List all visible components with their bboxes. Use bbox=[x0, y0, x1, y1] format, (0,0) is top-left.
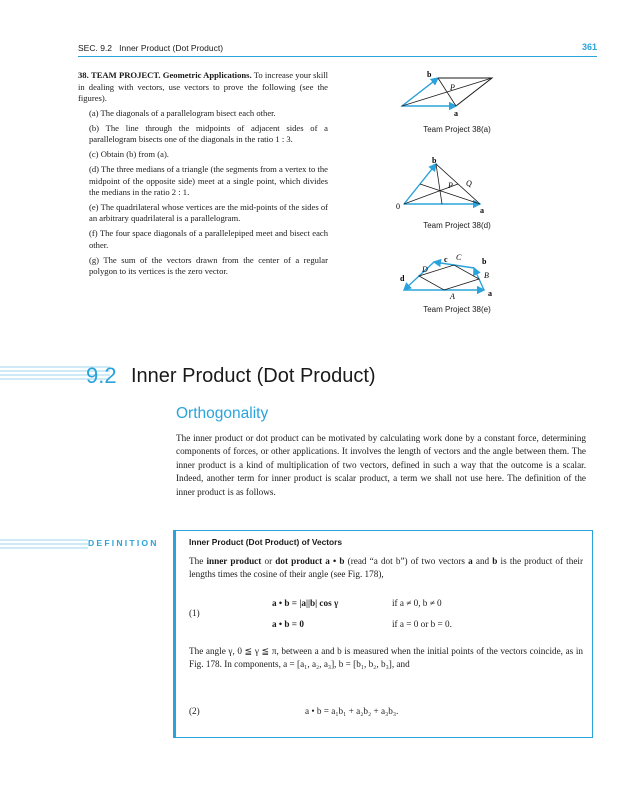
def-text-run: or bbox=[261, 556, 276, 566]
project-item bbox=[78, 108, 328, 120]
label-zero: 0 bbox=[396, 202, 400, 211]
def-text-run: (read “a dot b”) of two vectors bbox=[344, 556, 469, 566]
item-text: Obtain (b) from (a). bbox=[100, 149, 169, 160]
definition-paragraph-2: The angle γ, 0 ≦ γ ≦ π, between a and b is measured when the initial points of the vectors coincide, as in Fig. 178. In components, a = [a₁, a₂, a₃], b = [b₁, b₂, b₃], and bbox=[189, 646, 583, 670]
page-number: 361 bbox=[581, 42, 597, 52]
item-label: (d) bbox=[89, 163, 100, 174]
intro-paragraph: The inner product or dot product can be motivated by calculating work done by a constant force, determining components of forces, or other applications. It involves the length of vectors and the angle between them. The inner product is a kind of multiplication of two vectors, defined in such a way that the outcome is a scalar. Indeed, another term for inner product is scalar product, a term we shall not use here. The definition of the inner product is as follows. bbox=[176, 433, 586, 497]
label-C: C bbox=[456, 253, 462, 262]
project-item bbox=[78, 149, 328, 161]
item-label: (a) bbox=[89, 107, 99, 118]
caption-38d: Team Project 38(d) bbox=[423, 221, 491, 230]
label-p: P bbox=[450, 83, 455, 92]
project-number: 38. bbox=[78, 70, 89, 80]
equation-1-line-2: a • b = 0 bbox=[272, 619, 304, 629]
median-3 bbox=[436, 164, 442, 204]
figure-38a bbox=[392, 68, 502, 120]
item-text: The three medians of a triangle (the segments from a vertex to the midpoint of the opposite side) meet at a single point, which divides the medians in the ratio 2 : 1. bbox=[89, 163, 328, 198]
running-header bbox=[78, 43, 223, 53]
item-text: The quadrilateral whose vertices are the mid-points of the sides of an arbitrary quadrilateral is a parallelogram. bbox=[89, 201, 329, 224]
def-text-run: is the product of their lengths times the cosine of their angle (see Fig. 178), bbox=[189, 556, 584, 580]
label-a: a bbox=[480, 206, 484, 215]
def-text-run: and bbox=[472, 556, 493, 566]
equation-1-number: (1) bbox=[189, 608, 200, 618]
term-inner-product: inner product bbox=[206, 556, 262, 566]
def-text-run: The bbox=[189, 556, 207, 566]
definition-label: DEFINITION bbox=[88, 538, 159, 548]
figure-38e bbox=[392, 250, 507, 300]
figure-38d bbox=[392, 156, 502, 216]
label-b: b bbox=[432, 156, 437, 165]
item-text: The diagonals of a parallelogram bisect each other. bbox=[100, 107, 276, 118]
item-label: (f) bbox=[89, 228, 98, 239]
item-text: The line through the midpoints of adjacent sides of a parallelogram bisects one of the diagonals in the ratio 1 : 3. bbox=[89, 122, 328, 145]
team-project bbox=[78, 70, 328, 281]
caption-38e: Team Project 38(e) bbox=[423, 305, 491, 314]
label-a: a bbox=[454, 109, 458, 118]
definition-paragraph-1 bbox=[189, 555, 583, 582]
header-section: SEC. 9.2 bbox=[78, 43, 113, 53]
equation-1-condition-2: if a = 0 or b = 0. bbox=[392, 619, 452, 629]
label-D: D bbox=[422, 265, 428, 274]
label-a: a bbox=[488, 289, 492, 298]
label-c: c bbox=[444, 255, 448, 264]
item-text: The sum of the vectors drawn from the center of a regular polygon to its vertices is the zero vector. bbox=[89, 254, 328, 277]
project-item bbox=[78, 255, 328, 278]
item-label: (e) bbox=[89, 201, 99, 212]
label-b: b bbox=[427, 70, 432, 79]
label-B: B bbox=[484, 271, 489, 280]
equation-2: a • b = a₁b₁ + a₂b₂ + a₃b₃. bbox=[305, 706, 399, 716]
project-item bbox=[78, 228, 328, 251]
equation-1-line-1: a • b = |a||b| cos γ bbox=[272, 598, 339, 608]
label-A: A bbox=[450, 292, 455, 300]
item-label: (c) bbox=[89, 149, 99, 160]
section-number: 9.2 bbox=[86, 363, 117, 388]
item-text: The four space diagonals of a parallelepiped meet and bisect each other. bbox=[89, 228, 328, 250]
project-item bbox=[78, 164, 328, 199]
dot-symbol: a • b bbox=[322, 556, 345, 566]
project-item bbox=[78, 202, 328, 225]
label-b: b bbox=[482, 257, 487, 266]
caption-38a: Team Project 38(a) bbox=[423, 125, 491, 134]
project-heading bbox=[78, 70, 328, 105]
label-p: P bbox=[448, 181, 453, 190]
label-q: Q bbox=[466, 179, 472, 188]
equation-2-number: (2) bbox=[189, 706, 200, 716]
midpoint-parallelogram bbox=[419, 265, 479, 290]
vector-a-symbol: a bbox=[468, 556, 473, 566]
project-title: TEAM PROJECT. Geometric Applications. bbox=[90, 70, 252, 80]
vector-b bbox=[402, 78, 438, 106]
vector-b-symbol: b bbox=[492, 556, 498, 566]
project-item bbox=[78, 123, 328, 146]
section-title: Inner Product (Dot Product) bbox=[131, 365, 376, 387]
definition-title: Inner Product (Dot Product) of Vectors bbox=[189, 537, 343, 547]
equation-1-condition-1: if a ≠ 0, b ≠ 0 bbox=[392, 598, 442, 608]
project-intro: To increase your skill in dealing with vectors, use vectors to prove the following (see the figures). bbox=[78, 70, 328, 104]
item-label: (g) bbox=[89, 254, 100, 265]
subsection-title: Orthogonality bbox=[176, 405, 269, 422]
label-d: d bbox=[400, 274, 405, 283]
item-label: (b) bbox=[89, 122, 100, 133]
header-title: Inner Product (Dot Product) bbox=[119, 43, 224, 53]
header-rule bbox=[78, 56, 597, 57]
term-dot-product: dot product bbox=[275, 556, 323, 566]
